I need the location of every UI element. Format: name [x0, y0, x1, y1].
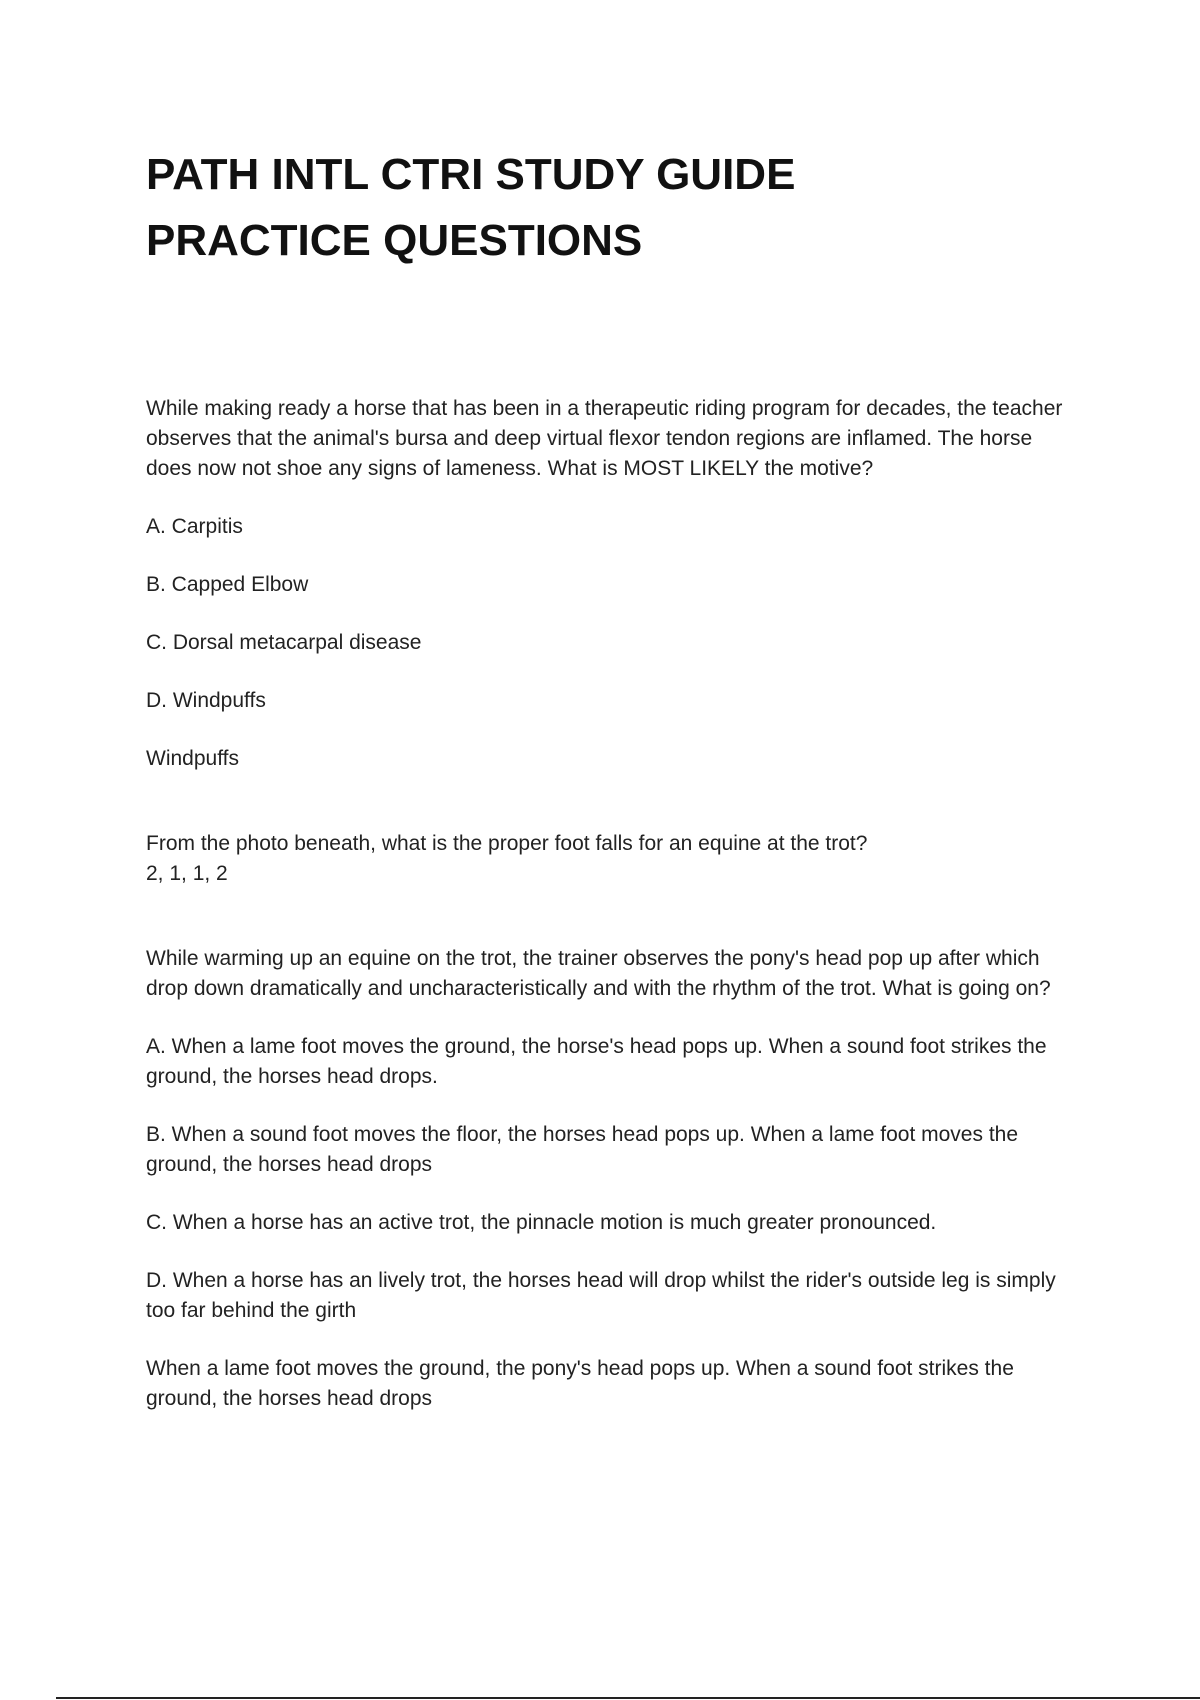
question-3-text: While warming up an equine on the trot, the trainer observes the pony's head pop up after which drop down dramatically and uncharacteristically and with the rhythm of the trot. What is going on?: [146, 947, 1051, 1000]
page-footer-divider: [56, 1697, 1200, 1699]
title-line-2: PRACTICE QUESTIONS: [146, 216, 643, 265]
question-3-answer: When a lame foot moves the ground, the pony's head pops up. When a sound foot strikes the ground, the horses head drops: [146, 1357, 1014, 1410]
page-title: [146, 142, 1076, 274]
question-2-answer: 2, 1, 1, 2: [146, 862, 228, 885]
question-3-option-c: C. When a horse has an active trot, the pinnacle motion is much greater pronounced.: [146, 1211, 937, 1234]
document-content: [146, 142, 1076, 1414]
question-1-option-b: B. Capped Elbow: [146, 573, 309, 596]
question-2: [146, 829, 1076, 889]
question-1-answer: Windpuffs: [146, 747, 239, 770]
title-line-1: PATH INTL CTRI STUDY GUIDE: [146, 150, 796, 199]
question-3-option-d: D. When a horse has an lively trot, the horses head will drop whilst the rider's outside leg is simply too far behind the girth: [146, 1269, 1056, 1322]
question-1-option-c: C. Dorsal metacarpal disease: [146, 631, 422, 654]
question-1-option-d: D. Windpuffs: [146, 689, 266, 712]
question-2-text: From the photo beneath, what is the proper foot falls for an equine at the trot?: [146, 832, 868, 855]
question-3-option-b: B. When a sound foot moves the floor, the horses head pops up. When a lame foot moves the ground, the horses head drops: [146, 1123, 1019, 1176]
question-1-text: While making ready a horse that has been in a therapeutic riding program for decades, the teacher observes that the animal's bursa and deep virtual flexor tendon regions are inflamed. The horse does now not shoe any signs of lameness. What is MOST LIKELY the motive?: [146, 397, 1063, 480]
question-3-option-a: A. When a lame foot moves the ground, the horse's head pops up. When a sound foot strikes the ground, the horses head drops.: [146, 1035, 1047, 1088]
question-1: [146, 394, 1076, 774]
question-3: [146, 944, 1076, 1414]
question-1-option-a: A. Carpitis: [146, 515, 243, 538]
